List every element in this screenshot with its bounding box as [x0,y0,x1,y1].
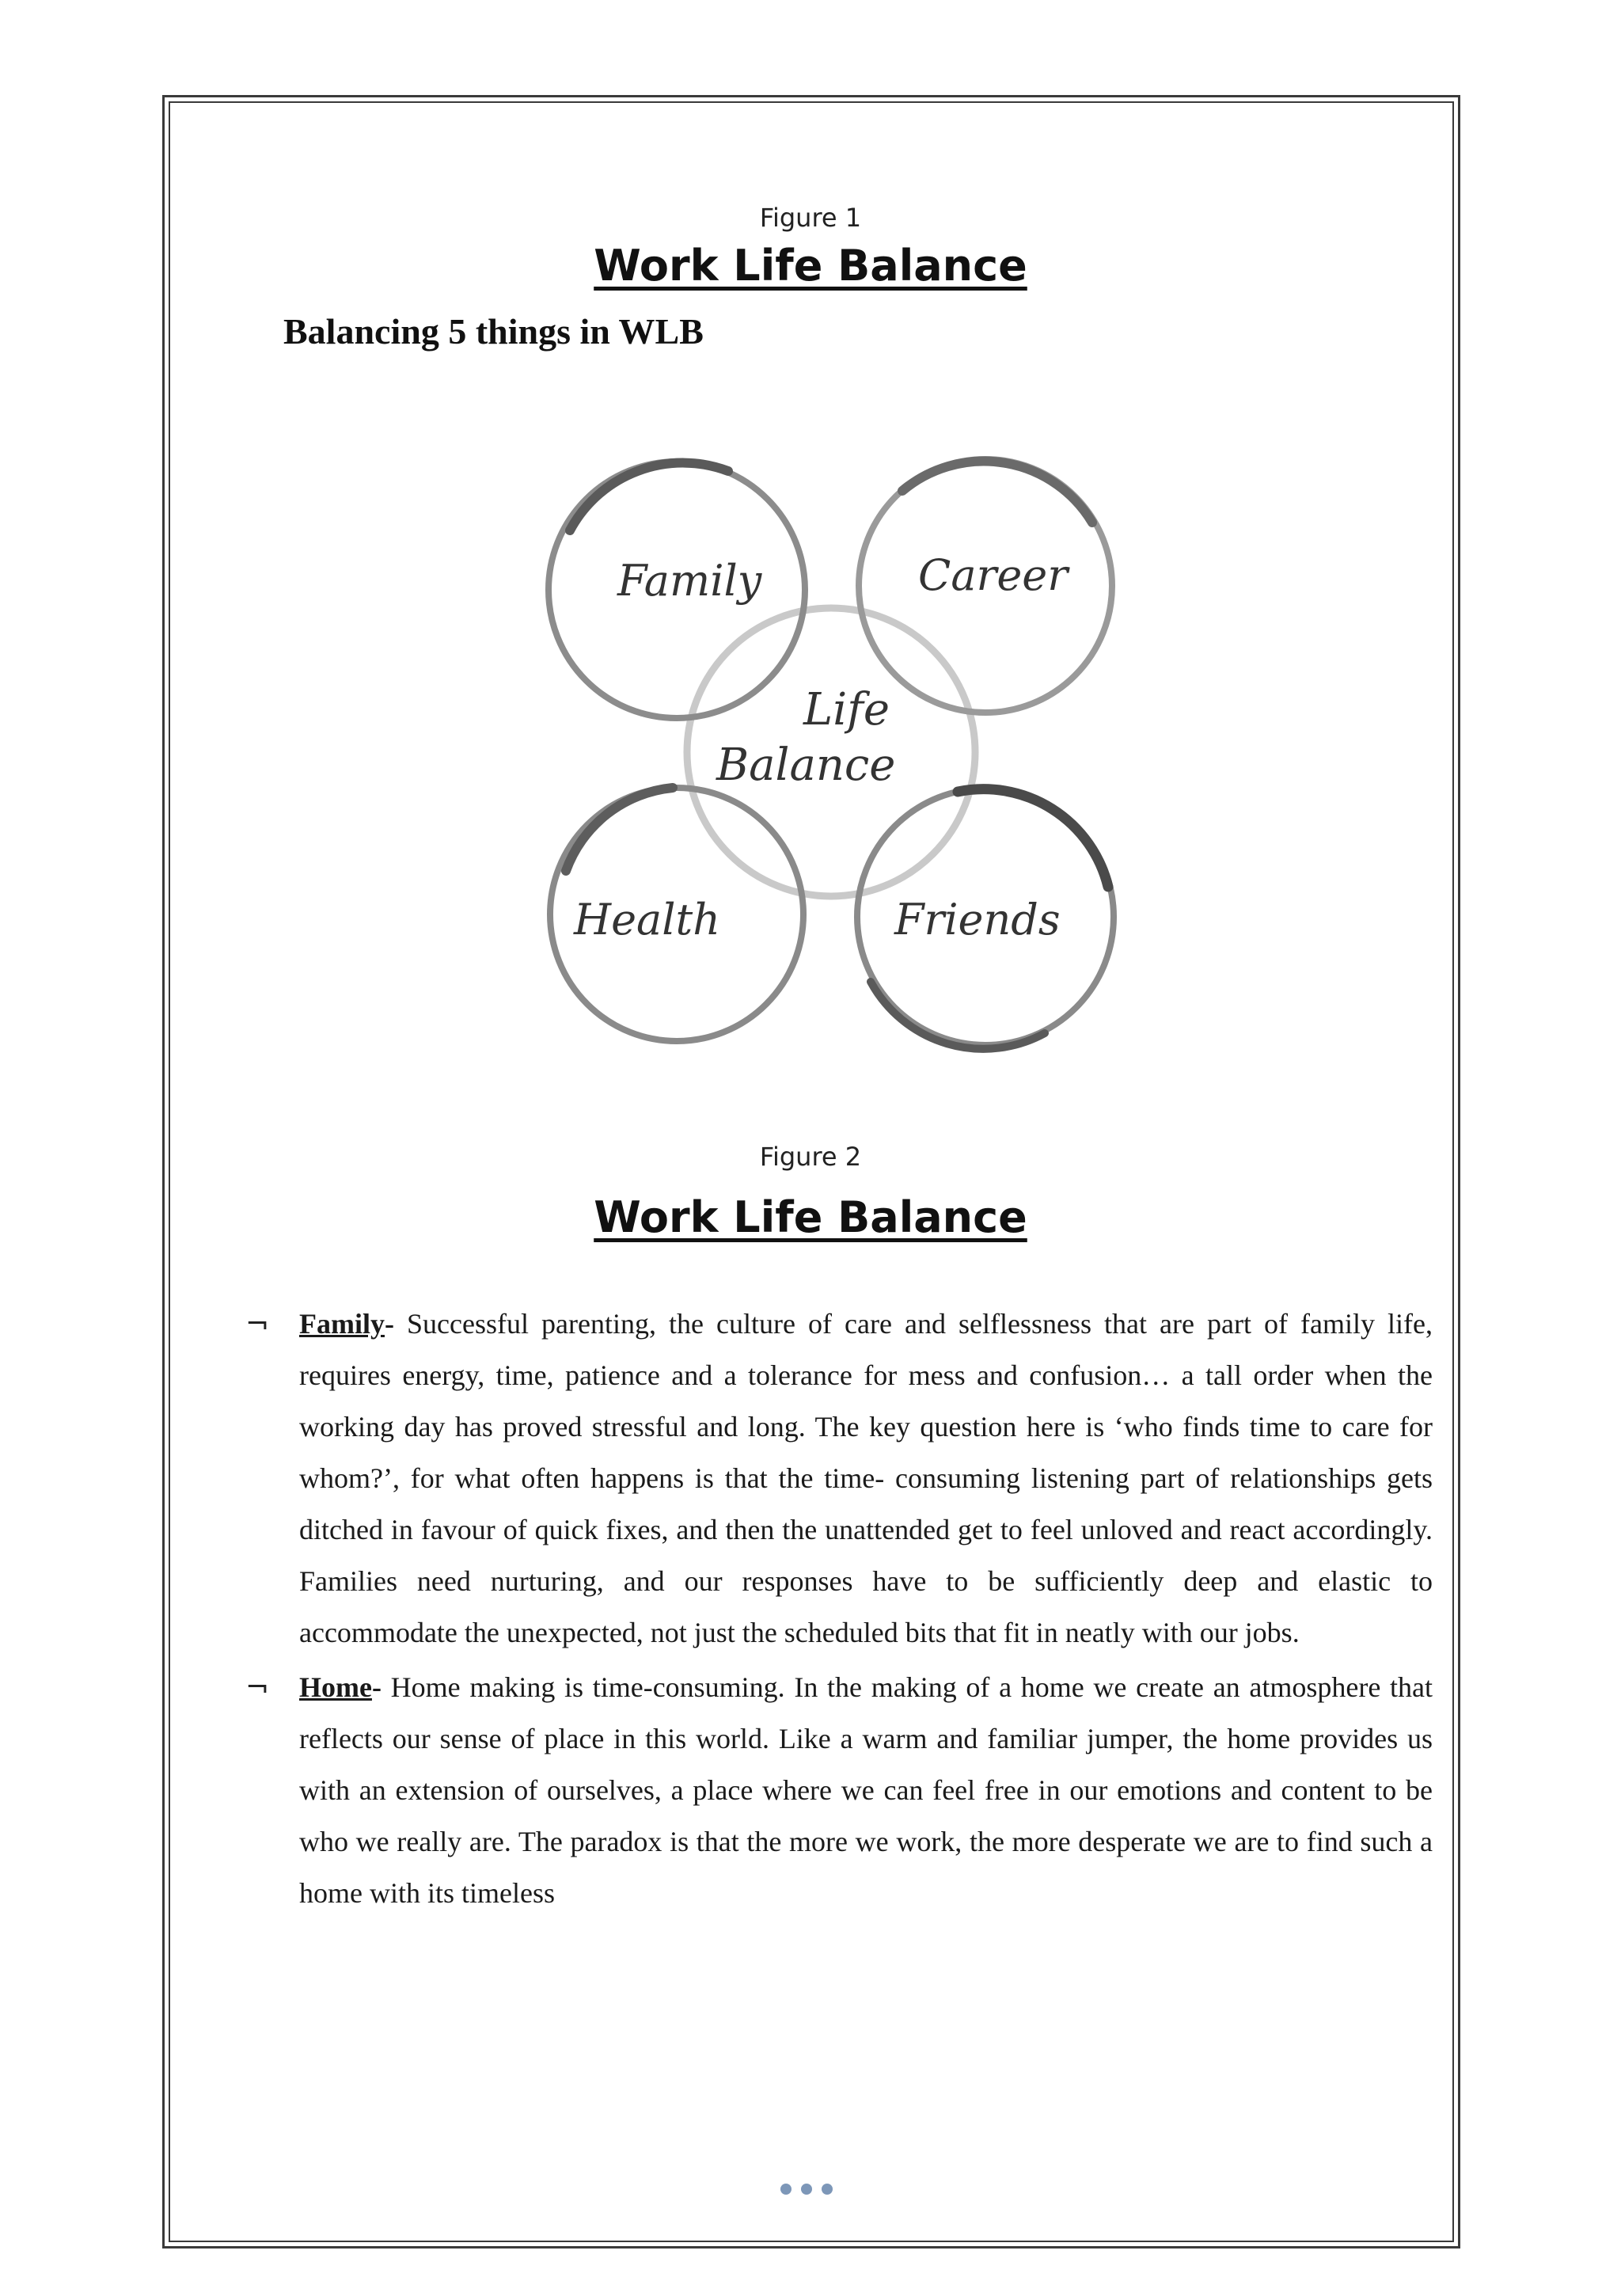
figure2-title: Work Life Balance [594,1192,1027,1242]
bullet-paragraph [299,1298,1433,1659]
bullet-term: Family [299,1308,385,1340]
figure2-caption: Figure 2 [759,1142,862,1172]
bullet-marker: ¬ [245,1308,270,1340]
center-label-balance: Balance [716,739,896,791]
bullet-family [245,1298,1433,1659]
bullet-term: Home [299,1671,372,1703]
figure1-title: Work Life Balance [594,241,1027,291]
center-label-life: Life [803,684,890,736]
pager-dot [780,2184,792,2195]
pager-dot [801,2184,812,2195]
career-label: Career [918,550,1069,600]
bullet-list [245,1298,1433,1922]
health-label: Health [574,895,720,945]
bullet-text: Successful parenting, the culture of care and selflessness that are part of family life, requires energy, time, patience and a tolerance for mess and confusion… a tall order when the working day has proved stressful and long. The key question here is ‘who finds time to care for whom?’, for what often happens is that the time- consuming listening part of relationships gets ditched in favour of quick fixes, and then the unattended get to feel unloved and react accordingly. Families need nurturing, and our responses have to be sufficiently deep and elastic to accommodate the unexpected, not just the scheduled bits that fit in neatly with our jobs. [299,1308,1433,1648]
bullet-home [245,1662,1433,1919]
life-balance-diagram [491,428,1171,1077]
family-label: Family [617,556,762,606]
bullet-term-dash: - [384,1308,394,1340]
pager-dot [822,2184,833,2195]
bullet-text: Home making is time-consuming. In the making of a home we create an atmosphere that reflects our sense of place in this world. Like a warm and familiar jumper, the home provides us with an extension of ourselves, a place where we can feel free in our emotions and content to be who we really are. The paradox is that the more we work, the more desperate we are to find such a home with its timeless [299,1671,1433,1909]
figure1-caption: Figure 1 [759,203,862,233]
bullet-marker: ¬ [245,1671,270,1704]
figure1-subtitle: Balancing 5 things in WLB [283,311,704,352]
more-content-indicator[interactable] [780,2184,833,2195]
friends-label: Friends [894,895,1061,945]
bullet-term-dash: - [371,1671,382,1703]
bullet-paragraph [299,1662,1433,1919]
